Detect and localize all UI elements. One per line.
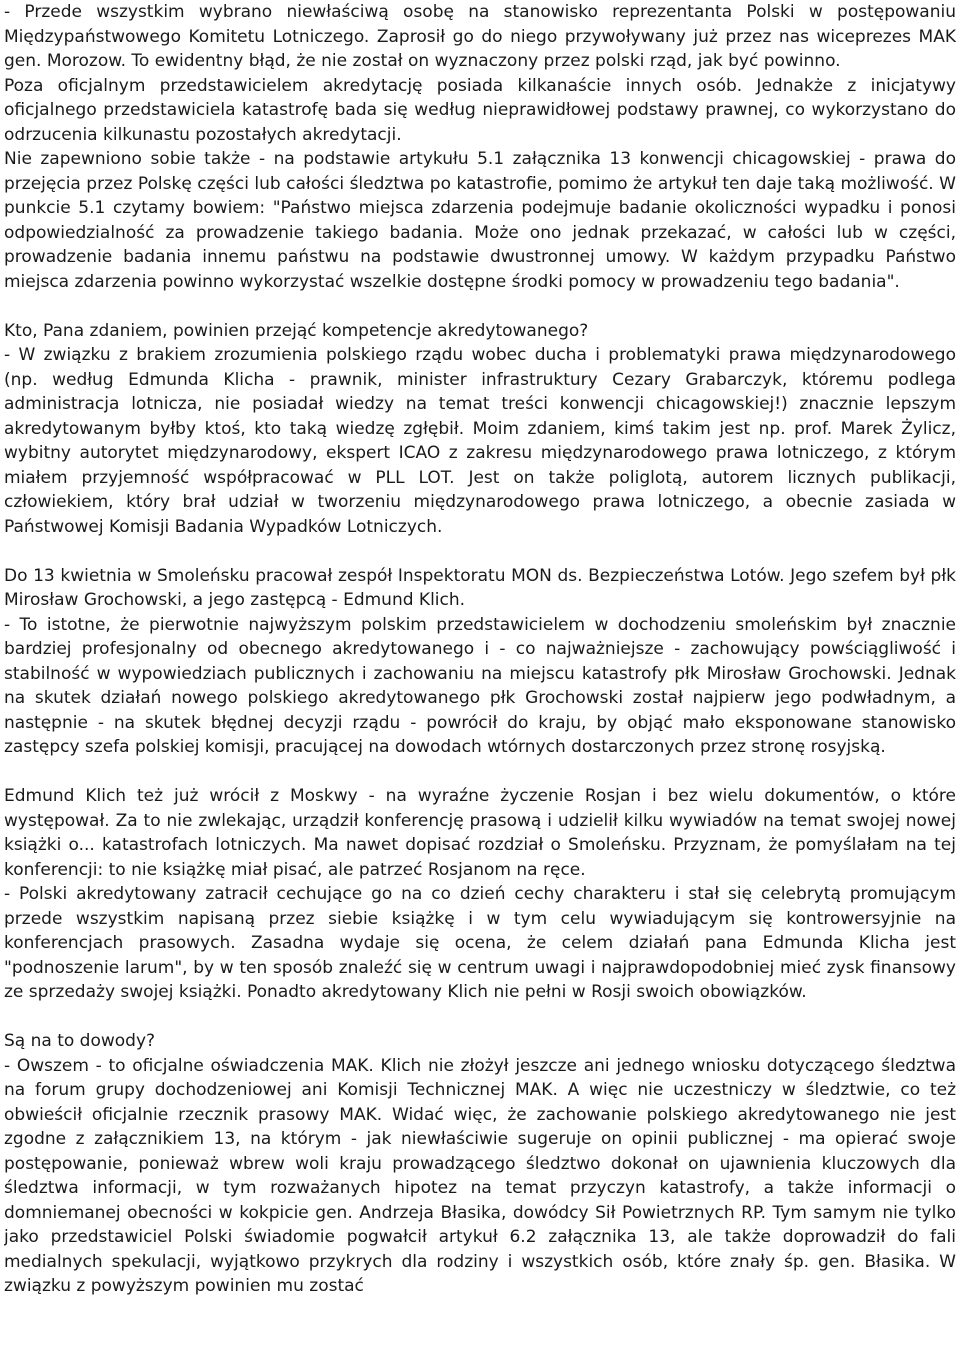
paragraph-question-evidence: Są na to dowody? — [4, 1031, 156, 1051]
paragraph-article-5-1: Nie zapewniono sobie także - na podstawie artykułu 5.1 załącznika 13 konwencji chicagowskiej - prawa do przejęcia przez Polskę części lub całości śledztwa po katastrofie, pomimo że artykuł ten daje taką możliwość. W punkcie 5.1 czytamy bowiem: "Państwo miejsca zdarzenia podejmuje badanie okoliczności wypadku i ponosi odpowiedzialność za prowadzenie takiego badania. Może ono jednak przekazać, w całości lub w części, prowadzenie badania innemu państwu na podstawie dwustronnej umowy. W każdym przypadku Państwo miejsca zdarzenia powinno wykorzystać wszelkie dostępne środki pomocy w prowadzeniu tego badania". — [4, 149, 956, 292]
paragraph-spacer — [4, 294, 956, 319]
paragraph-answer-inspectorate: - To istotne, że pierwotnie najwyższym polskim przedstawicielem w dochodzeniu smoleńskim był znacznie bardziej profesjonalny od obecnego akredytowanego i - co najważniejsze - zachowujący powściągliwość i stabilność w wypowiedziach publicznych i zachowaniu na miejscu katastrofy płk Mirosław Grochowski. Jednak na skutek działań nowego polskiego akredytowanego płk Grochowski został najpierw jego podwładnym, a następnie - na skutek błędnej decyzji rządu - powrócił do kraju, by objąć mało eksponowane stanowisko zastępcy szefa polskiej komisji, pracującej na dowodach wtórnych dostarczonych przez stronę rosyjską. — [4, 614, 956, 757]
document-page — [4, 0, 956, 1363]
paragraph-question-inspectorate: Do 13 kwietnia w Smoleńsku pracował zespół Inspektoratu MON ds. Bezpieczeństwa Lotów. Jego szefem był płk Mirosław Grochowski, a jego zastępcą - Edmund Klich. — [4, 565, 956, 610]
paragraph-accreditations: Poza oficjalnym przedstawicielem akredytację posiada kilkanaście innych osób. Jednakże z inicjatywy oficjalnego przedstawiciela katastrofę bada się według nieprawidłowej podstawy prawnej, co wykorzystano do odrzucenia kilkunastu pozostałych akredytacji. — [4, 75, 956, 145]
paragraph-question-competences: Kto, Pana zdaniem, powinien przejąć kompetencje akredytowanego? — [4, 320, 589, 341]
paragraph-answer-competences: - W związku z brakiem zrozumienia polskiego rządu wobec ducha i problematyki prawa międzynarodowego (np. według Edmunda Klicha - prawnik, minister infrastruktury Cezary Grabarczyk, któremu podlega administracja lotnicza, nie posiadał wiedzy na temat treści konwencji chicagowskiej!) znacznie lepszym akredytowanym byłby ktoś, kto taką wiedzę zgłębił. Moim zdaniem, kimś takim jest np. prof. Marek Żylicz, wybitny autorytet międzynarodowy, ekspert ICAO z zakresu międzynarodowego prawa lotniczego, z którym miałem przyjemność współpracować w PLL LOT. Jest on także poliglotą, autorem licznych publikacji, człowiekiem, który brał udział w tworzeniu międzynarodowego prawa lotniczego, a obecnie zasiada w Państwowej Komisji Badania Wypadków Lotniczych. — [4, 345, 956, 537]
paragraph-answer-klich-return: - Polski akredytowany zatracił cechujące go na co dzień cechy charakteru i stał się celebrytą promującym przede wszystkim napisaną przez siebie książkę i w tym celu wywiadującym się kontrowersyjnie na konferencjach prasowych. Zasadna wydaje się ocena, że celem działań pana Edmunda Klicha jest "podnoszenie larum", by w ten sposób znaleźć się w centrum uwagi i najprawdopodobniej mieć zysk finansowy ze sprzedaży swojej książki. Ponadto akredytowany Klich nie pełni w Rosji swoich obowiązków. — [4, 884, 956, 1002]
paragraph-spacer — [4, 539, 956, 564]
paragraph-spacer — [4, 1005, 956, 1030]
paragraph-spacer — [4, 760, 956, 785]
paragraph-answer-evidence: - Owszem - to oficjalne oświadczenia MAK. Klich nie złożył jeszcze ani jednego wniosku dotyczącego śledztwa na forum grupy dochodzeniowej ani Komisji Technicznej MAK. A więc nie uczestniczy w śledztwie, co też obwieścił oficjalnie rzecznik prasowy MAK. Widać więc, że zachowanie polskiego akredytowanego nie jest zgodne z załącznikiem 13, na którym - jak niewłaściwie sugeruje on opinii publicznej - ma opierać swoje postępowanie, ponieważ wbrew woli kraju prowadzącego śledztwo dokonał on ujawnienia kluczowych dla śledztwa informacji, w tym rozważanych hipotez na temat przyczyn katastrofy, a także informacji o domniemanej obecności w kokpicie gen. Andrzeja Błasika, dowódcy Sił Powietrznych RP. Tym samym nie tylko jako przedstawiciel Polski świadomie pogwałcił artykuł 6.2 załącznika 13, ale także doprowadził do fali medialnych spekulacji, wyjątkowo przykrych dla rodziny i wszystkich osób, które znały śp. gen. Błasika. W związku z powyższym powinien mu zostać — [4, 1055, 956, 1296]
paragraph-representative-choice: - Przede wszystkim wybrano niewłaściwą osobę na stanowisko reprezentanta Polski w postępowaniu Międzypaństwowego Komitetu Lotniczego. Zaprosił go do niego przywoływany już przez nas wiceprezes MAK gen. Morozow. To ewidentny błąd, że nie został on wyznaczony przez polski rząd, jak być powinno. — [4, 2, 956, 71]
paragraph-question-klich-return: Edmund Klich też już wrócił z Moskwy - na wyraźne życzenie Rosjan i bez wielu dokumentów, o które występował. Za to nie zwlekając, urządził konferencję prasową i udzielił kilku wywiadów na temat swojej nowej książki o... katastrofach lotniczych. Ma nawet dopisać rozdział o Smoleńsku. Przyznam, że pomyślałam na tej konferencji: to nie książkę miał pisać, ale patrzeć Rosjanom na ręce. — [4, 786, 956, 880]
